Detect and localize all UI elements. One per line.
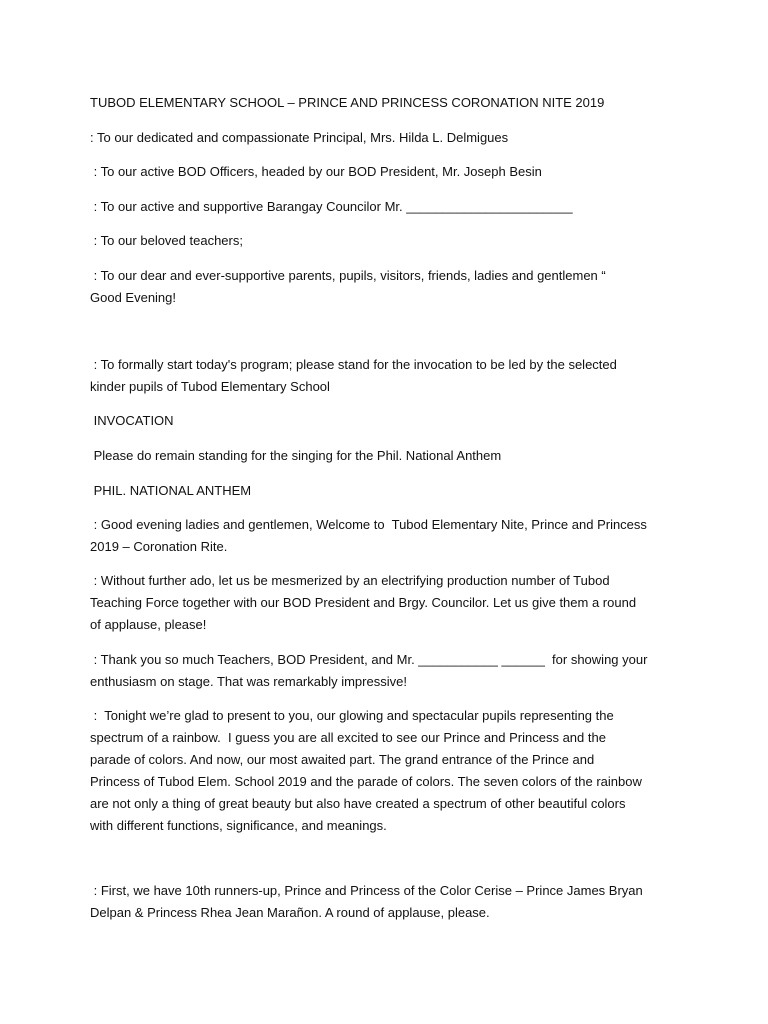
greeting-councilor: : To our active and supportive Barangay Councilor Mr. _______________________: [90, 199, 573, 214]
invocation-heading: INVOCATION: [90, 413, 174, 428]
thank-you-paragraph: : Thank you so much Teachers, BOD President, and Mr. ___________ ______ for showing your enthusiasm on stage. That was remarkably impressive!: [90, 652, 648, 689]
greeting-audience: : To our dear and ever-supportive parents, pupils, visitors, friends, ladies and gentlemen “ Good Evening!: [90, 268, 606, 305]
greeting-teachers: : To our beloved teachers;: [90, 233, 243, 248]
anthem-heading: PHIL. NATIONAL ANTHEM: [90, 483, 252, 498]
rainbow-intro-paragraph: : Tonight we’re glad to present to you, our glowing and spectacular pupils representing the spectrum of a rainbow. I guess you are all excited to see our Prince and Princess and the parade of colors. And now, our most awaited part. The grand entrance of the Prince and Princess of Tubod Elem. School 2019 and the parade of colors. The seven colors of the rainbow are not only a thing of great beauty but also have created a spectrum of other beautiful colors with different functions, significance, and meanings.: [90, 708, 642, 833]
runner-up-paragraph: : First, we have 10th runners-up, Prince and Princess of the Color Cerise – Prince James Bryan Delpan & Princess Rhea Jean Marañon. A round of applause, please.: [90, 883, 643, 920]
invocation-intro: : To formally start today's program; please stand for the invocation to be led by the selected kinder pupils of Tubod Elementary School: [90, 357, 617, 394]
greeting-bod-officers: : To our active BOD Officers, headed by our BOD President, Mr. Joseph Besin: [90, 164, 542, 179]
production-number-paragraph: : Without further ado, let us be mesmerized by an electrifying production number of Tubod Teaching Force together with our BOD President and Brgy. Councilor. Let us give them a round of applause, please!: [90, 573, 637, 632]
anthem-intro: Please do remain standing for the singing for the Phil. National Anthem: [90, 448, 502, 463]
greeting-principal: : To our dedicated and compassionate Principal, Mrs. Hilda L. Delmigues: [90, 130, 509, 145]
document-title: TUBOD ELEMENTARY SCHOOL – PRINCE AND PRINCESS CORONATION NITE 2019: [90, 95, 605, 110]
welcome-paragraph: : Good evening ladies and gentlemen, Welcome to Tubod Elementary Nite, Prince and Princess 2019 – Coronation Rite.: [90, 517, 647, 554]
